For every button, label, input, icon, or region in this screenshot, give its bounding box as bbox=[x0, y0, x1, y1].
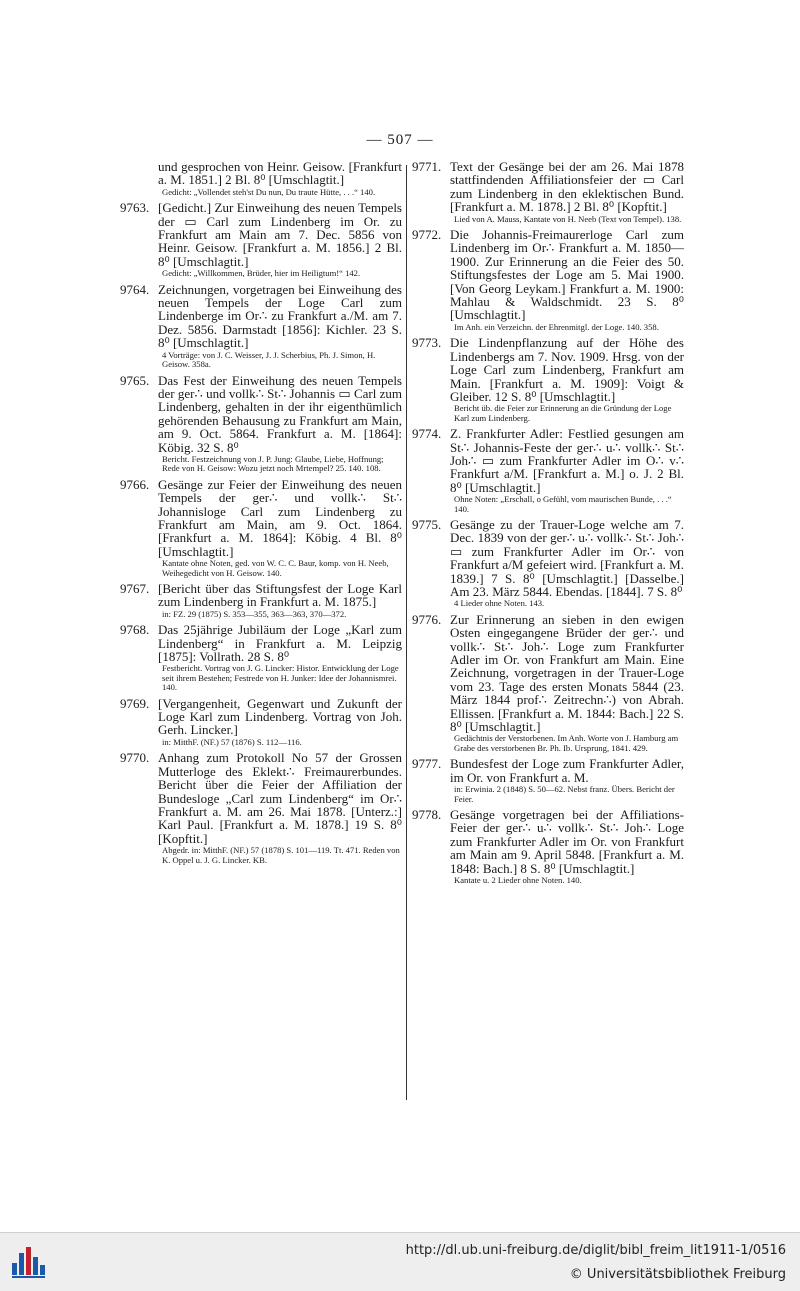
entry-note: Kantate u. 2 Lieder ohne Noten. 140. bbox=[454, 874, 582, 885]
entry-text: Die Lindenpflanzung auf der Höhe des Lindenbergs am 7. Nov. 1909. Hrsg. von der Loge Carl zum Lindenberg, Frankfurt am Main. [Frankfurt a. M. 1909]: Voigt & Gleiber. 12 S. 8⁰ [Umschlagtit.] bbox=[450, 335, 684, 404]
bibliography-entry bbox=[412, 518, 684, 609]
entry-text: Text der Gesänge bei der am 26. Mai 1878 stattfindenden Affiliationsfeier der ▭ Carl zum Lindenberg in den eklektischen Bund. [Frankfurt a. M. 1878.] 2 Bl. 8⁰ [Kopftit.] bbox=[450, 159, 684, 215]
entry-note: Im Anh. ein Verzeichn. der Ehrenmitgl. der Loge. 140. 358. bbox=[454, 321, 659, 332]
bibliography-entry bbox=[412, 160, 684, 224]
permalink-url[interactable]: http://dl.ub.uni-freiburg.de/diglit/bibl_freim_lit1911-1/0516 bbox=[405, 1243, 786, 1258]
entry-number: 9774. bbox=[412, 426, 442, 442]
entry-note: Bericht. Festzeichnung von J. P. Jung: Glaube, Liebe, Hoffnung; Rede von H. Geisow: Wozu jetzt noch Mrtempel? 25. 140. 108. bbox=[162, 453, 384, 474]
entry-note: Gedicht: „Vollendet steh'st Du nun, Du traute Hütte, . . .“ 140. bbox=[162, 186, 376, 197]
entry-text: Zeichnungen, vorgetragen bei Einweihung des neuen Tempels der Loge Carl zum Lindenberge im Or∴ zu Frankfurt a./M. am 7. Dez. 5856. Darmstadt [1856]: Kichler. 23 S. 8⁰ [Umschlagtit.] bbox=[158, 281, 402, 351]
entry-note: Gedicht: „Willkommen, Brüder, hier im Heiligtum!“ 142. bbox=[162, 268, 361, 279]
left-column bbox=[120, 160, 402, 869]
bibliography-entry bbox=[120, 374, 402, 474]
entry-text: Die Johannis-Freimaurerloge Carl zum Lindenberg im Or∴ Frankfurt a. M. 1850—1900. Zur Erinnerung an die Feier des 50. Stiftungsfestes der Loge am 5. Mai 1900. [Von Georg Leykam.] Frankfurt a. M. 1900: Mahlau & Waldschmidt. 23 S. 8⁰ [Umschlagtit.] bbox=[450, 227, 684, 323]
entry-note: Gedächtnis der Verstorbenen. Im Anh. Worte von J. Hamburg am Grabe des verstorbenen Br. Ph. Ib. Ursprung, 1841. 429. bbox=[454, 733, 679, 753]
entry-text: Gesänge zu der Trauer-Loge welche am 7. Dec. 1839 von der ger∴ u∴ vollk∴ St∴ Joh∴ ▭ zum Frankfurter Adler im Or∴ von Frankfurt a/M gefeiert wird. [Frankfurt a. M. 1839.] 7 S. 8⁰ [Umschlagtit.] [Dasselbe.] Am 23. März 5844. Ebendas. [1844]. 7 S. 8⁰ bbox=[450, 516, 684, 599]
viewer-footer bbox=[0, 1232, 800, 1291]
entry-number: 9768. bbox=[120, 622, 150, 638]
entry-note: Ohne Noten: „Erschall, o Gefühl, vom maurischen Bunde, . . .“ 140. bbox=[454, 494, 672, 514]
entry-text: Zur Erinnerung an sieben in den ewigen Osten eingegangene Brüder der ger∴ und vollk∴ St∴ Joh∴ Loge zum Frankfurter Adler im Or. von Frankfurt am Main. Eine Zeichnung, vorgetragen in der Trauer-Loge vom 23. Tage des ersten Monats 5844 (23. März 1844 prof∴ Zeitrechn∴) von Abrah. Ellissen. [Frankfurt a. M. 1844: Bach.] 22 S. 8⁰ [Umschlagtit.] bbox=[450, 611, 684, 735]
entry-text: [Gedicht.] Zur Einweihung des neuen Tempels der ▭ Carl zum Lindenberg im Or. zu Frankfurt am Main am 7. Dec. 5856 von Heinr. Geisow. [Frankfurt a. M. 1856.] 2 Bl. 8⁰ [Umschlagtit.] bbox=[158, 200, 402, 269]
right-column bbox=[412, 160, 684, 889]
entry-number: 9773. bbox=[412, 335, 442, 351]
entry-number: 9777. bbox=[412, 756, 442, 772]
entry-text: und gesprochen von Heinr. Geisow. [Frankfurt a. M. 1851.] 2 Bl. 8⁰ [Umschlagtit.] bbox=[158, 159, 402, 188]
entry-note: Kantate ohne Noten, ged. von W. C. C. Baur, komp. von H. Neeb, Weihegedicht von H. Geisow. 140. bbox=[162, 558, 389, 578]
entry-number: 9767. bbox=[120, 581, 150, 596]
entry-text: Anhang zum Protokoll No 57 der Grossen Mutterloge des Eklekt∴ Freimaurerbundes. Bericht über die Feier der Affiliation der Bundesloge „Carl zum Lindenberg“ im Or∴ Frankfurt a. M. am 26. Mai 1878. [Unterz.:] Karl Paul. [Frankfurt a. M. 1878.] 19 S. 8⁰ [Kopftit.] bbox=[158, 750, 402, 846]
entry-note: Abgedr. in: MitthF. (NF.) 57 (1878) S. 101—119. Tt. 471. Reden von K. Oppel u. J. G. Lincker. KB. bbox=[162, 845, 400, 865]
bibliography-entry bbox=[120, 160, 402, 197]
entry-number: 9769. bbox=[120, 695, 150, 711]
bibliography-entry bbox=[120, 697, 402, 748]
entry-number: 9772. bbox=[412, 227, 442, 243]
bibliography-entry bbox=[412, 757, 684, 804]
entry-text: Das Fest der Einweihung des neuen Tempels der ger∴ und vollk∴ St∴ Johannis ▭ Carl zum Lindenberg, gehalten in der ihr eigenthümlich gehörenden Behausung zu Frankfurt am Main, am 9. Oct. 5864. Frankfurt a. M. [1864]: Köbig. 32 S. 8⁰ bbox=[158, 372, 402, 455]
entry-number: 9771. bbox=[412, 159, 442, 174]
entry-number: 9764. bbox=[120, 281, 150, 297]
entry-text: Z. Frankfurter Adler: Festlied gesungen am St∴ Johannis-Feste der ger∴ u∴ vollk∴ St∴ Joh∴ ▭ zum Frankfurter Adler im O∴ v∴ Frankfurt a/M. [Frankfurt a. M.] o. J. 2 Bl. 8⁰ [Umschlagtit.] bbox=[450, 426, 684, 495]
bibliography-entry bbox=[120, 478, 402, 578]
entry-note: Lied von A. Mauss, Kantate von H. Neeb (Text von Tempel). 138. bbox=[454, 213, 682, 224]
entry-text: Bundesfest der Loge zum Frankfurter Adler, im Or. von Frankfurt a. M. bbox=[450, 756, 684, 785]
entry-text: Gesänge zur Feier der Einweihung des neuen Tempels der ger∴ und vollk∴ St∴ Johannisloge Carl zum Lindenberg zu Frankfurt am Main, am 9. Oct. 1864. [Frankfurt a. M. 1864]: Köbig. 4 Bl. 8⁰ [Umschlagtit.] bbox=[158, 476, 402, 559]
entry-note: Festbericht. Vortrag von J. G. Lincker: Histor. Entwicklung der Loge seit ihrem Bestehen; Festrede von H. Junker: Idee der Johannismrei. 140. bbox=[162, 663, 399, 693]
bibliography-entry bbox=[412, 228, 684, 332]
bibliography-entry bbox=[120, 201, 402, 278]
entry-number: 9763. bbox=[120, 200, 150, 216]
entry-number: 9775. bbox=[412, 516, 442, 532]
entry-text: Das 25jährige Jubiläum der Loge „Karl zum Lindenberg“ in Frankfurt a. M. Leipzig [1875]: Vollrath. 28 S. 8⁰ bbox=[158, 622, 402, 665]
entry-number: 9778. bbox=[412, 806, 442, 822]
column-divider bbox=[406, 165, 407, 1100]
entry-note: Bericht üb. die Feier zur Erinnerung an die Gründung der Loge Karl zum Lindenberg. bbox=[454, 403, 672, 423]
ub-freiburg-logo-icon bbox=[10, 1243, 50, 1283]
bibliography-entry bbox=[412, 427, 684, 514]
bibliography-entry bbox=[412, 336, 684, 423]
entry-text: [Bericht über das Stiftungsfest der Loge Karl zum Lindenberg in Frankfurt a. M. 1875.] bbox=[158, 581, 402, 610]
entry-text: [Vergangenheit, Gegenwart und Zukunft der Loge Karl zum Lindenberg. Vortrag von Joh. Gerh. Lincker.] bbox=[158, 695, 402, 738]
bibliography-entry bbox=[120, 623, 402, 692]
entry-note: in: FZ. 29 (1875) S. 353—355, 363—363, 370—372. bbox=[162, 608, 347, 619]
entry-text: Gesänge vorgetragen bei der Affiliations-Feier der ger∴ u∴ vollk∴ St∴ Joh∴ Loge zum Frankfurter Adler im Or. von Frankfurt am Main am 9. April 5848. [Frankfurt a. M. 1848: Bach.] 8 S. 8⁰ [Umschlagtit.] bbox=[450, 806, 684, 876]
entry-note: 4 Lieder ohne Noten. 143. bbox=[454, 598, 545, 609]
entry-number: 9770. bbox=[120, 750, 150, 766]
entry-note: in: Erwinia. 2 (1848) S. 50—62. Nebst franz. Übers. Bericht der Feier. bbox=[454, 784, 675, 804]
bibliography-entry bbox=[120, 582, 402, 619]
copyright-notice: © Universitätsbibliothek Freiburg bbox=[569, 1267, 786, 1282]
entry-note: 4 Vorträge: von J. C. Weisser, J. J. Scherbius, Ph. J. Simon, H. Geisow. 358a. bbox=[162, 349, 376, 370]
entry-note: in: MitthF. (NF.) 57 (1876) S. 112—116. bbox=[162, 736, 302, 747]
bibliography-entry bbox=[412, 613, 684, 753]
bibliography-entry bbox=[120, 283, 402, 370]
entry-number: 9765. bbox=[120, 372, 150, 388]
bibliography-entry bbox=[120, 751, 402, 865]
bibliography-entry bbox=[412, 808, 684, 885]
page-number: — 507 — bbox=[366, 132, 434, 148]
entry-number: 9776. bbox=[412, 611, 442, 627]
entry-number: 9766. bbox=[120, 476, 150, 492]
